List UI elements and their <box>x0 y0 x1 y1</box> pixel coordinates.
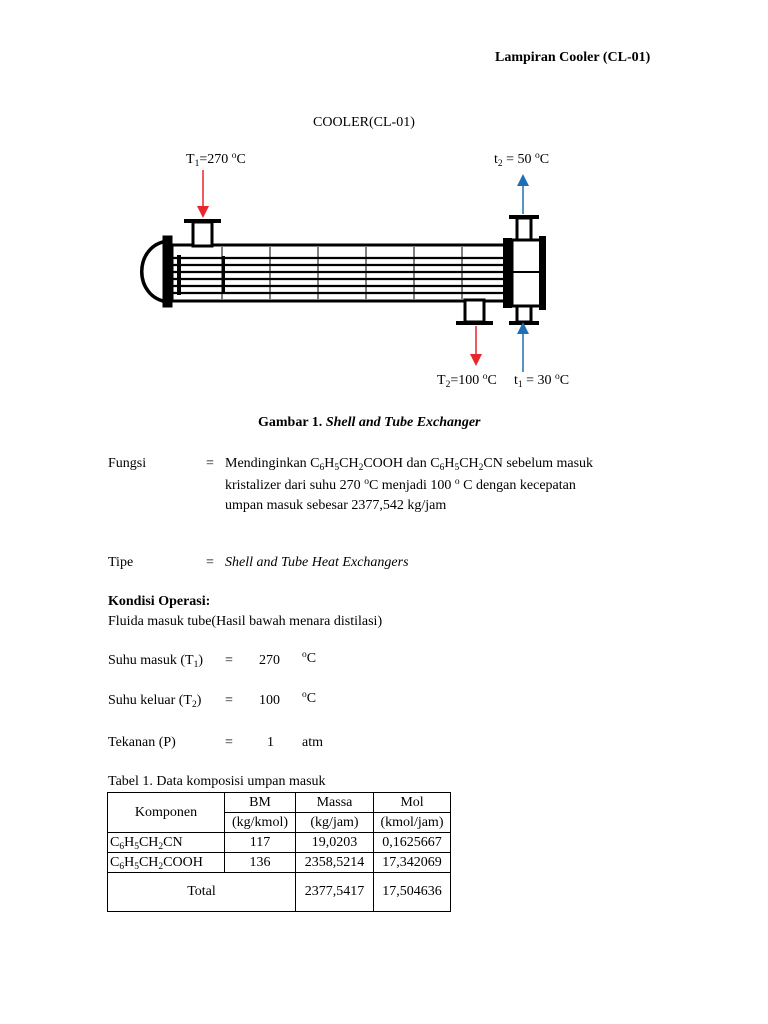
cell-massa: 2358,5214 <box>296 853 374 873</box>
header-komponen: Komponen <box>108 793 225 833</box>
tekanan-equals: = <box>225 735 233 750</box>
table-caption: Tabel 1. Data komposisi umpan masuk <box>108 774 326 789</box>
cell-total-mol: 17,504636 <box>374 873 451 912</box>
header-massa: Massa <box>296 793 374 813</box>
suhu-keluar-label: Suhu keluar $(T_2)$ <box>108 693 202 710</box>
label-tube-outlet: $t_2 = 50$ $^o$C <box>494 151 550 169</box>
cell-massa: 19,0203 <box>296 833 374 853</box>
label-shell-outlet: $T_2=100$ $^o$C <box>437 372 497 390</box>
composition-table <box>107 792 451 912</box>
figure-caption: Gambar 1. Shell and Tube Exchanger <box>258 415 481 430</box>
suhu-masuk-value: 270 <box>259 653 280 668</box>
cell-bm: 136 <box>225 853 296 873</box>
table-total-row <box>108 873 451 912</box>
suhu-keluar-equals: = <box>225 693 233 708</box>
header-massa-unit: (kg/jam) <box>296 813 374 833</box>
suhu-keluar-value: 100 <box>259 693 280 708</box>
fungsi-line-2: kristalizer dari suhu 270 $^o$C menjadi 100 $^o$ C dengan kecepatan <box>225 477 576 493</box>
cell-total-massa: 2377,5417 <box>296 873 374 912</box>
fungsi-equals: = <box>206 456 214 471</box>
header-mol: Mol <box>374 793 451 813</box>
kondisi-heading: Kondisi Operasi: <box>108 594 211 609</box>
cell-total-label: Total <box>108 873 296 912</box>
shell-body <box>172 245 507 301</box>
header-mol-unit: (kmol/jam) <box>374 813 451 833</box>
kondisi-subheading: Fluida masuk tube(Hasil bawah menara distilasi) <box>108 614 383 629</box>
cell-komponen: $C_6H_5CH_2COOH$ <box>108 853 225 873</box>
table-header-row <box>108 793 451 813</box>
cell-bm: 117 <box>225 833 296 853</box>
table-row <box>108 853 451 873</box>
suhu-masuk-equals: = <box>225 653 233 668</box>
tipe-value: Shell and Tube Heat Exchangers <box>225 555 409 570</box>
suhu-keluar-unit: $^o$C <box>302 690 317 706</box>
fungsi-line-3: umpan masuk sebesar 2377,542 kg/jam <box>225 498 447 513</box>
page-header: Lampiran Cooler (CL-01) <box>495 50 651 65</box>
tekanan-value: 1 <box>267 735 274 750</box>
cell-mol: 17,342069 <box>374 853 451 873</box>
label-shell-inlet: $T_1=270$ $^o$C <box>186 151 246 169</box>
tekanan-unit: atm <box>302 735 323 750</box>
right-channel-head <box>503 217 546 323</box>
header-bm-unit: (kg/kmol) <box>225 813 296 833</box>
fungsi-line-1: Mendinginkan $C_6H_5CH_2COOH$ dan $C_6H_5CH_2CN$ sebelum masuk <box>225 456 594 473</box>
shell-inlet-nozzle <box>184 221 221 246</box>
suhu-masuk-unit: $^o$C <box>302 650 317 666</box>
tipe-equals: = <box>206 555 214 570</box>
table-row <box>108 833 451 853</box>
tekanan-label: Tekanan (P) <box>108 735 176 750</box>
fungsi-label: Fungsi <box>108 456 147 471</box>
cell-komponen: $C_6H_5CH_2CN$ <box>108 833 225 853</box>
suhu-masuk-label: Suhu masuk $(T_1)$ <box>108 653 203 670</box>
tipe-label: Tipe <box>108 555 134 570</box>
left-floating-head <box>142 236 172 307</box>
cell-mol: 0,1625667 <box>374 833 451 853</box>
diagram-title: COOLER(CL-01) <box>313 115 415 130</box>
label-tube-inlet: $t_1 = 30$ $^o$C <box>514 372 570 390</box>
header-bm: BM <box>225 793 296 813</box>
shell-outlet-nozzle <box>456 300 493 323</box>
